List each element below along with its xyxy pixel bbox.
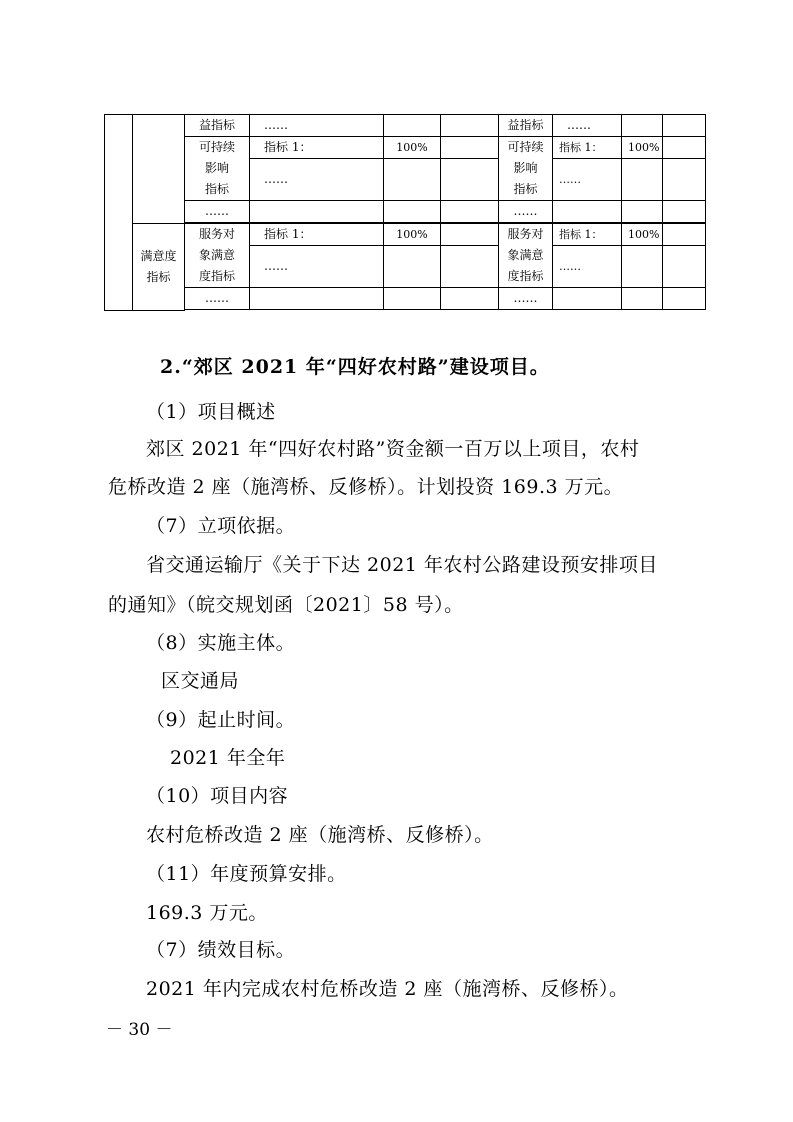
right-metric-cell	[553, 201, 622, 223]
section-heading: 2.“郊区 2021 年“四好农村路”建设项目。	[160, 356, 550, 378]
right-target-cell: 100%	[622, 224, 663, 246]
metric-cell	[250, 201, 384, 223]
indicator-cell: 可持续 影响 指标	[185, 137, 250, 201]
blank-cell	[441, 288, 499, 310]
spacer-cell	[441, 310, 499, 311]
metric-cell: ……	[250, 246, 384, 288]
paragraph: 2021 年内完成农村危桥改造 2 座（施湾桥、反修桥）。	[146, 978, 629, 1000]
paragraph: （10）项目内容	[146, 785, 289, 807]
right-metric-cell: ……	[553, 115, 622, 137]
blank-cell	[441, 201, 499, 223]
paragraph: 郊区 2021 年“四好农村路”资金额一百万以上项目，农村	[146, 438, 640, 460]
level1-cell	[105, 115, 133, 311]
right-metric-cell: ……	[553, 159, 622, 201]
paragraph: （7）绩效目标。	[146, 939, 296, 961]
target-cell	[384, 288, 441, 310]
target-cell	[384, 246, 441, 288]
right-indicator-cell: ……	[499, 201, 553, 223]
paragraph: 危桥改造 2 座（施湾桥、反修桥）。计划投资 169.3 万元。	[108, 476, 624, 498]
paragraph: 的通知》（皖交规划函〔2021〕58 号）。	[108, 594, 464, 616]
spacer-cell	[250, 310, 384, 311]
paragraph: （7）立项依据。	[146, 515, 296, 537]
paragraph: 农村危桥改造 2 座（施湾桥、反修桥）。	[146, 824, 494, 846]
spacer-cell	[185, 310, 250, 311]
table-row	[105, 288, 706, 310]
right-blank-cell	[663, 224, 706, 246]
right-indicator-cell: 益指标	[499, 115, 553, 137]
spacer-cell	[384, 310, 441, 311]
blank-cell	[441, 246, 499, 288]
table-row	[105, 310, 706, 311]
spacer-cell	[553, 310, 622, 311]
right-target-cell	[622, 246, 663, 288]
blank-cell	[441, 137, 499, 159]
indicator-cell: 益指标	[185, 115, 250, 137]
metric-cell: ……	[250, 159, 384, 201]
right-metric-cell: 指标 1：	[553, 137, 622, 159]
right-blank-cell	[663, 137, 706, 159]
right-target-cell: 100%	[622, 137, 663, 159]
spacer-cell	[622, 310, 663, 311]
right-target-cell	[622, 201, 663, 223]
blank-cell	[441, 159, 499, 201]
right-indicator-cell: 服务对 象满意 度指标	[499, 224, 553, 288]
right-blank-cell	[663, 288, 706, 310]
table-row	[105, 224, 706, 246]
right-blank-cell	[663, 246, 706, 288]
blank-cell	[441, 115, 499, 137]
right-indicator-cell: 可持续 影响 指标	[499, 137, 553, 201]
level2-cell	[133, 115, 185, 224]
right-target-cell	[622, 288, 663, 310]
table-row	[105, 201, 706, 223]
right-blank-cell	[663, 115, 706, 137]
blank-cell	[441, 224, 499, 246]
paragraph: （9）起止时间。	[146, 709, 296, 731]
performance-table-fragment	[104, 114, 706, 311]
right-blank-cell	[663, 201, 706, 223]
table-row	[105, 137, 706, 159]
right-metric-cell: ……	[553, 246, 622, 288]
paragraph: （1）项目概述	[146, 401, 276, 423]
target-cell: 100%	[384, 137, 441, 159]
indicator-cell: ……	[185, 201, 250, 223]
metric-cell	[250, 288, 384, 310]
page-number: － 30 －	[106, 1020, 173, 1040]
indicator-cell: ……	[185, 288, 250, 310]
target-cell	[384, 115, 441, 137]
paragraph: 2021 年全年	[170, 747, 286, 769]
paragraph: （8）实施主体。	[146, 632, 296, 654]
paragraph: 省交通运输厅《关于下达 2021 年农村公路建设预安排项目	[146, 554, 658, 576]
target-cell: 100%	[384, 224, 441, 246]
paragraph: 169.3 万元。	[146, 902, 268, 924]
target-cell	[384, 159, 441, 201]
metric-cell: ……	[250, 115, 384, 137]
spacer-cell	[499, 310, 553, 311]
right-target-cell	[622, 115, 663, 137]
metric-cell: 指标 1：	[250, 137, 384, 159]
right-metric-cell	[553, 288, 622, 310]
right-metric-cell: 指标 1：	[553, 224, 622, 246]
paragraph: 区交通局	[161, 670, 240, 692]
indicator-cell: 服务对 象满意 度指标	[185, 224, 250, 288]
right-target-cell	[622, 159, 663, 201]
paragraph: （11）年度预算安排。	[146, 863, 347, 885]
target-cell	[384, 201, 441, 223]
category-cell: 满意度 指标	[133, 224, 185, 311]
spacer-cell	[663, 310, 706, 311]
table-row	[105, 115, 706, 137]
right-indicator-cell: ……	[499, 288, 553, 310]
right-blank-cell	[663, 159, 706, 201]
metric-cell: 指标 1：	[250, 224, 384, 246]
